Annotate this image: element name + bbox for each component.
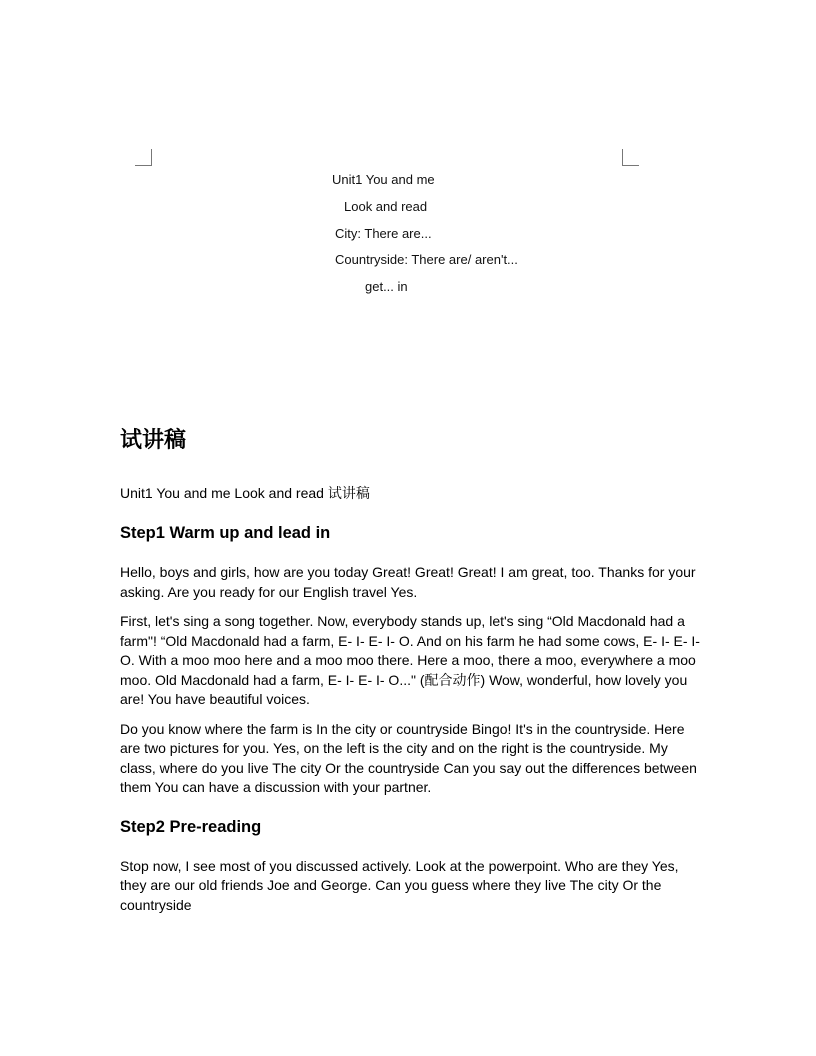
step1-paragraph-1: Hello, boys and girls, how are you today Great! Great! Great! I am great, too. Thanks for your asking. Are you ready for our English travel Yes. xyxy=(120,564,696,600)
step2-paragraph-1: Stop now, I see most of you discussed actively. Look at the powerpoint. Who are they Yes, they are our old friends Joe and George. Can you guess where they live The city Or the countryside xyxy=(120,857,679,913)
outline-city: City: There are... xyxy=(335,226,432,241)
document-subtitle: Unit1 You and me Look and read 试讲稿 xyxy=(120,485,370,501)
outline-title: Unit1 You and me xyxy=(332,172,435,187)
step1-paragraph-3: Do you know where the farm is In the city or countryside Bingo! It's in the countryside. Here are two pictures for you. Yes, on the left is the city and on the right is the countryside. My class, where do you live The city Or the countryside Can you say out the differences between them You can have a discussion with your partner. xyxy=(120,720,697,795)
step1-paragraph-2: First, let's sing a song together. Now, everybody stands up, let's sing “Old Macdonald had a farm"! “Old Macdonald had a farm, E- I- E- I- O. And on his farm he had some cows, E- I- E- I- O. With a moo moo here and a moo moo there. Here a moo, there a moo, everywhere a moo moo. Old Macdonald had a farm, E- I- E- I- O..." (配合动作) Wow, wonderful, how lovely you are! You have beautiful voices. xyxy=(120,613,700,707)
crop-mark-top-left xyxy=(135,149,152,166)
outline-subtitle: Look and read xyxy=(344,199,428,214)
outline-countryside: Countryside: There are/ aren't... xyxy=(335,252,518,267)
outline-get: get... in xyxy=(365,279,408,294)
page-title: 试讲稿 xyxy=(120,428,187,453)
step2-heading: Step2 Pre-reading xyxy=(120,817,262,836)
document-body xyxy=(120,426,705,925)
crop-mark-top-right xyxy=(622,149,639,166)
step1-heading: Step1 Warm up and lead in xyxy=(120,524,331,542)
